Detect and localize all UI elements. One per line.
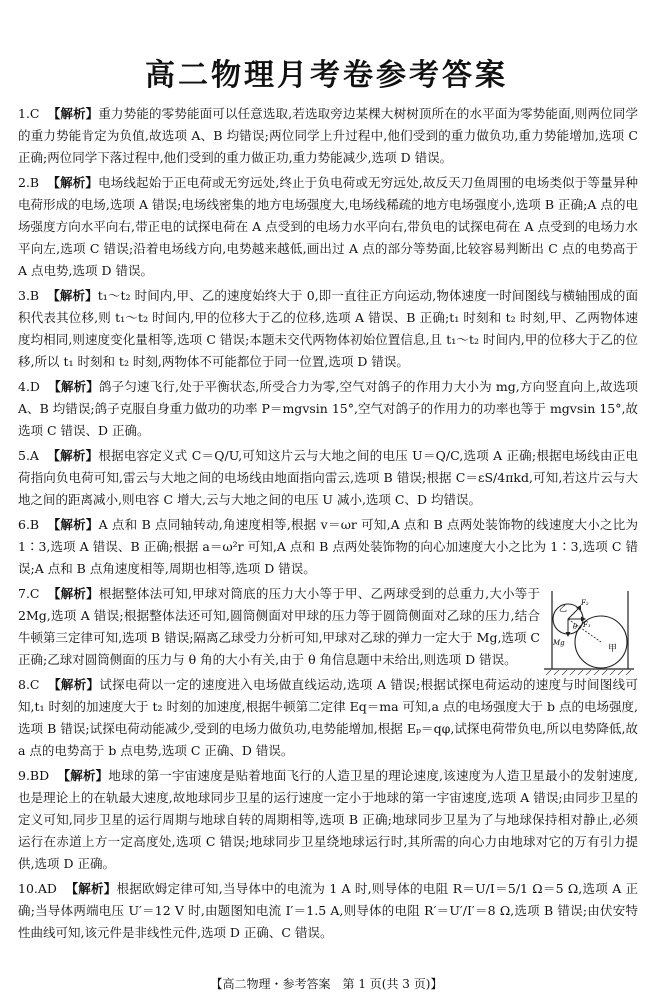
answer-text: 根据欧姆定律可知,当导体中的电流为 1 A 时,则导体的电阻 R＝U/I＝5/1 Ω＝5 Ω,选项 A 正确;当导体两端电压 U′＝12 V 时,由题图知电流 I′＝1.5 A,则导体的电阻 R′＝U′/I′＝8 Ω,选项 B 错误;由伏安特性曲线可知,该元件是非线性元件,选项 D 正确、C 错误。	[18, 881, 639, 940]
analysis-tag: 【解析】	[47, 448, 99, 463]
answer-item	[18, 878, 638, 944]
answer-item	[18, 514, 638, 580]
answer-number: 7.C	[18, 586, 40, 601]
answer-item	[18, 376, 638, 442]
answer-text: 鸽子匀速飞行,处于平衡状态,所受合力为零,空气对鸽子的作用力大小为 mg,方向竖直向上,故选项 A、B 均错误;鸽子克服自身重力做功的功率 P＝mgvsin 15°,空气对鸽子的作用力的功率也等于 mgvsin 15°,故选项 C 错误、D 正确。	[18, 379, 638, 438]
answer-text: 重力势能的零势能面可以任意选取,若选取旁边某棵大树树顶所在的水平面为零势能面,则两位同学的重力势能肯定为负值,故选项 A、B 均错误;两位同学上升过程中,他们受到的重力做负功,重力势能增加,选项 C 正确;两位同学下落过程中,他们受到的重力做正功,重力势能减少,选项 D 错误。	[18, 106, 638, 165]
answer-text: 根据电容定义式 C＝Q/U,可知这片云与大地之间的电压 U＝Q/C,选项 A 正确;根据电场线由正电荷指向负电荷可知,雷云与大地之间的电场线由地面指向雷云,选项 B 错误;根据 C＝εS/4πkd,可知,若这片云与大地之间的距离减小,则电容 C 增大,云与大地之间的电压 U 减小,选项 C、D 均错误。	[18, 448, 639, 507]
answer-item	[18, 103, 638, 169]
answer-number: 9.BD	[18, 768, 50, 783]
gravity-arrow-head	[566, 632, 571, 637]
answer-number: 8.C	[18, 677, 40, 692]
answer-text: 地球的第一宇宙速度是贴着地面飞行的人造卫星的理论速度,该速度为人造卫星最小的发射速度,也是理论上的在轨最大速度,故地球同步卫星的运行速度一定小于地球的第一宇宙速度,选项 A 错误;由同步卫星的定义可知,同步卫星的运行周期与地球自转的周期相等,选项 B 正确;地球同步卫星为了与地球保持相对静止,必须运行在赤道上方一定高度处,选项 C 错误;地球同步卫星绕地球运行时,其所需的向心力由地球对它的万有引力提供,选项 D 正确。	[18, 768, 638, 871]
page-title: 高二物理月考卷参考答案	[145, 58, 508, 93]
answer-number: 1.C	[18, 106, 40, 121]
answer-text: 试探电荷以一定的速度进入电场做直线运动,选项 A 错误;根据试探电荷运动的速度与时间图线可知,t₁ 时刻的加速度大于 t₂ 时刻的加速度,根据牛顿第二定律 Eq＝ma 可知,a 点的电场强度大于 b 点的电场强度,选项 B 错误;试探电荷动能减少,受到的电场力做负功,电势能增加,根据 Eₚ＝qφ,试探电荷带负电,所以电势降低,故 a 点的电势高于 b 点电势,选项 C 正确、D 错误。	[18, 677, 638, 758]
answer-item	[18, 583, 540, 671]
answer-number: 3.B	[18, 288, 40, 303]
cylinder-balls-figure	[540, 589, 636, 681]
answer-number: 4.D	[18, 379, 40, 394]
analysis-tag: 【解析】	[48, 379, 99, 394]
answer-number: 5.A	[18, 448, 39, 463]
page-footer: 【高二物理・参考答案 第 1 页(共 3 页)】	[210, 977, 443, 991]
analysis-tag: 【解析】	[65, 881, 117, 896]
label-f2: F₂	[581, 599, 589, 607]
analysis-tag: 【解析】	[47, 175, 99, 190]
answer-item	[18, 285, 638, 373]
analysis-tag: 【解析】	[47, 288, 98, 303]
answer-number: 10.AD	[18, 881, 57, 896]
answer-item	[18, 445, 638, 511]
answer-item	[18, 674, 638, 762]
answer-text: 根据整体法可知,甲球对筒底的压力大小等于甲、乙两球受到的总重力,大小等于 2Mg,选项 A 错误;根据整体法还可知,圆筒侧面对甲球的压力等于圆筒侧面对乙球的压力,结合牛顿第三定律可知,选项 B 错误;隔离乙球受力分析可知,甲球对乙球的弹力一定大于 Mg,选项 C 正确;乙球对圆筒侧面的压力与 θ 角的大小有关,由于 θ 角信息题中未给出,则选项 D 错误。	[18, 586, 540, 667]
analysis-tag: 【解析】	[47, 586, 99, 601]
answer-text: A 点和 B 点同轴转动,角速度相等,根据 v＝ωr 可知,A 点和 B 点两处装饰物的线速度大小之比为 1∶3,选项 A 错误、B 正确;根据 a＝ω²r 可知,A 点和 B 点两处装饰物的向心加速度大小之比为 1∶3,选项 C 错误;A 点和 B 点角速度相等,周期也相等,选项 D 错误。	[18, 517, 638, 576]
answer-number: 6.B	[18, 517, 40, 532]
analysis-tag: 【解析】	[57, 768, 109, 783]
answer-list	[18, 103, 638, 947]
analysis-tag: 【解析】	[47, 106, 99, 121]
label-f1: F₁	[583, 621, 591, 629]
analysis-tag: 【解析】	[47, 517, 99, 532]
label-mg: Mg	[553, 639, 565, 647]
answer-text: 电场线起始于正电荷或无穷远处,终止于负电荷或无穷远处,故反天刀鱼周围的电场类似于等量异种电荷形成的电场,选项 A 错误;电场线密集的地方电场强度大,电场线稀疏的地方电场强度小,选项 B 正确;A 点的电场强度方向水平向右,带正电的试探电荷在 A 点受到的电场力水平向右,带负电的试探电荷在 A 点受到的电场力水平向左,选项 C 错误;沿着电场线方向,电势越来越低,画出过 A 点的部分等势面,比较容易判断出 C 点的电势高于 A 点电势,选项 D 错误。	[18, 175, 638, 278]
answer-text: t₁～t₂ 时间内,甲、乙的速度始终大于 0,即一直往正方向运动,物体速度一时间图线与横轴围成的面积代表其位移,则 t₁～t₂ 时间内,甲的位移大于乙的位移,选项 A 错误、B 正确;t₁ 时刻和 t₂ 时刻,甲、乙两物体速度均相同,则速度变化量相等,选项 C 错误;本题未交代两物体初始位置信息,且 t₁～t₂ 时间内,甲的位移大于乙的位移,所以 t₁ 时刻和 t₂ 时刻,两物体不可能都位于同一位置,选项 D 错误。	[18, 288, 638, 369]
label-yi: 乙	[559, 604, 567, 613]
answer-item	[18, 172, 638, 282]
analysis-tag: 【解析】	[48, 677, 100, 692]
ground-hatching	[546, 670, 631, 675]
answer-number: 2.B	[18, 175, 40, 190]
label-jia: 甲	[608, 644, 618, 654]
label-theta: θ	[573, 623, 578, 631]
answer-item	[18, 765, 638, 875]
answer-item-with-figure	[18, 583, 638, 671]
